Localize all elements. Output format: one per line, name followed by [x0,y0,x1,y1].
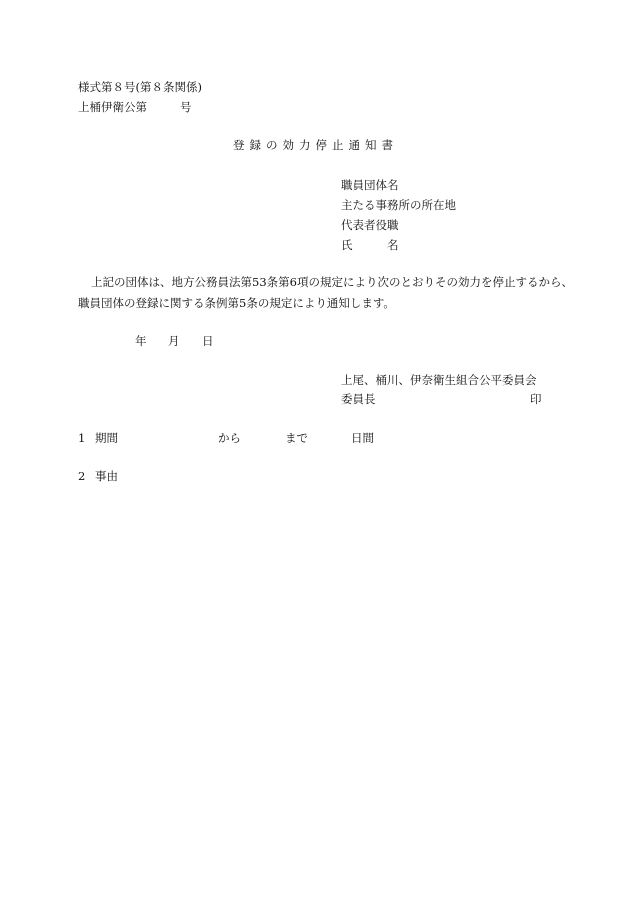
item-2-label: 事由 [95,469,118,483]
name-label-family: 氏 [341,238,353,252]
issuer-chair: 委員長 [341,392,376,406]
item-1-label: 期間 [95,431,118,445]
period-to: まで [285,431,308,445]
org-name-label: 職員団体名 [341,178,399,192]
item-2-number: 2 [78,469,86,483]
reference-prefix: 上桶伊衛公第 [78,100,147,114]
name-label-given: 名 [387,238,399,252]
address-label: 主たる事務所の所在地 [341,198,456,212]
body-line-1: 上記の団体は、地方公務員法第53条第6項の規定により次のとおりその効力を停止するから、 [91,275,573,289]
body-line-2: 職員団体の登録に関する条例第5条の規定により通知します。 [78,296,395,310]
date-day-label: 日 [202,334,214,348]
period-days: 日間 [351,431,374,445]
form-number: 様式第８号(第８条関係) [78,80,202,94]
date-year-label: 年 [135,334,147,348]
document-title: 登録の効力停止通知書 [233,138,398,152]
period-from: から [218,431,241,445]
date-month-label: 月 [168,334,180,348]
item-1-number: 1 [78,431,86,445]
seal-mark: 印 [530,392,542,406]
rep-title-label: 代表者役職 [341,218,399,232]
issuer-committee: 上尾、桶川、伊奈衛生組合公平委員会 [341,373,537,387]
reference-suffix: 号 [180,100,192,114]
